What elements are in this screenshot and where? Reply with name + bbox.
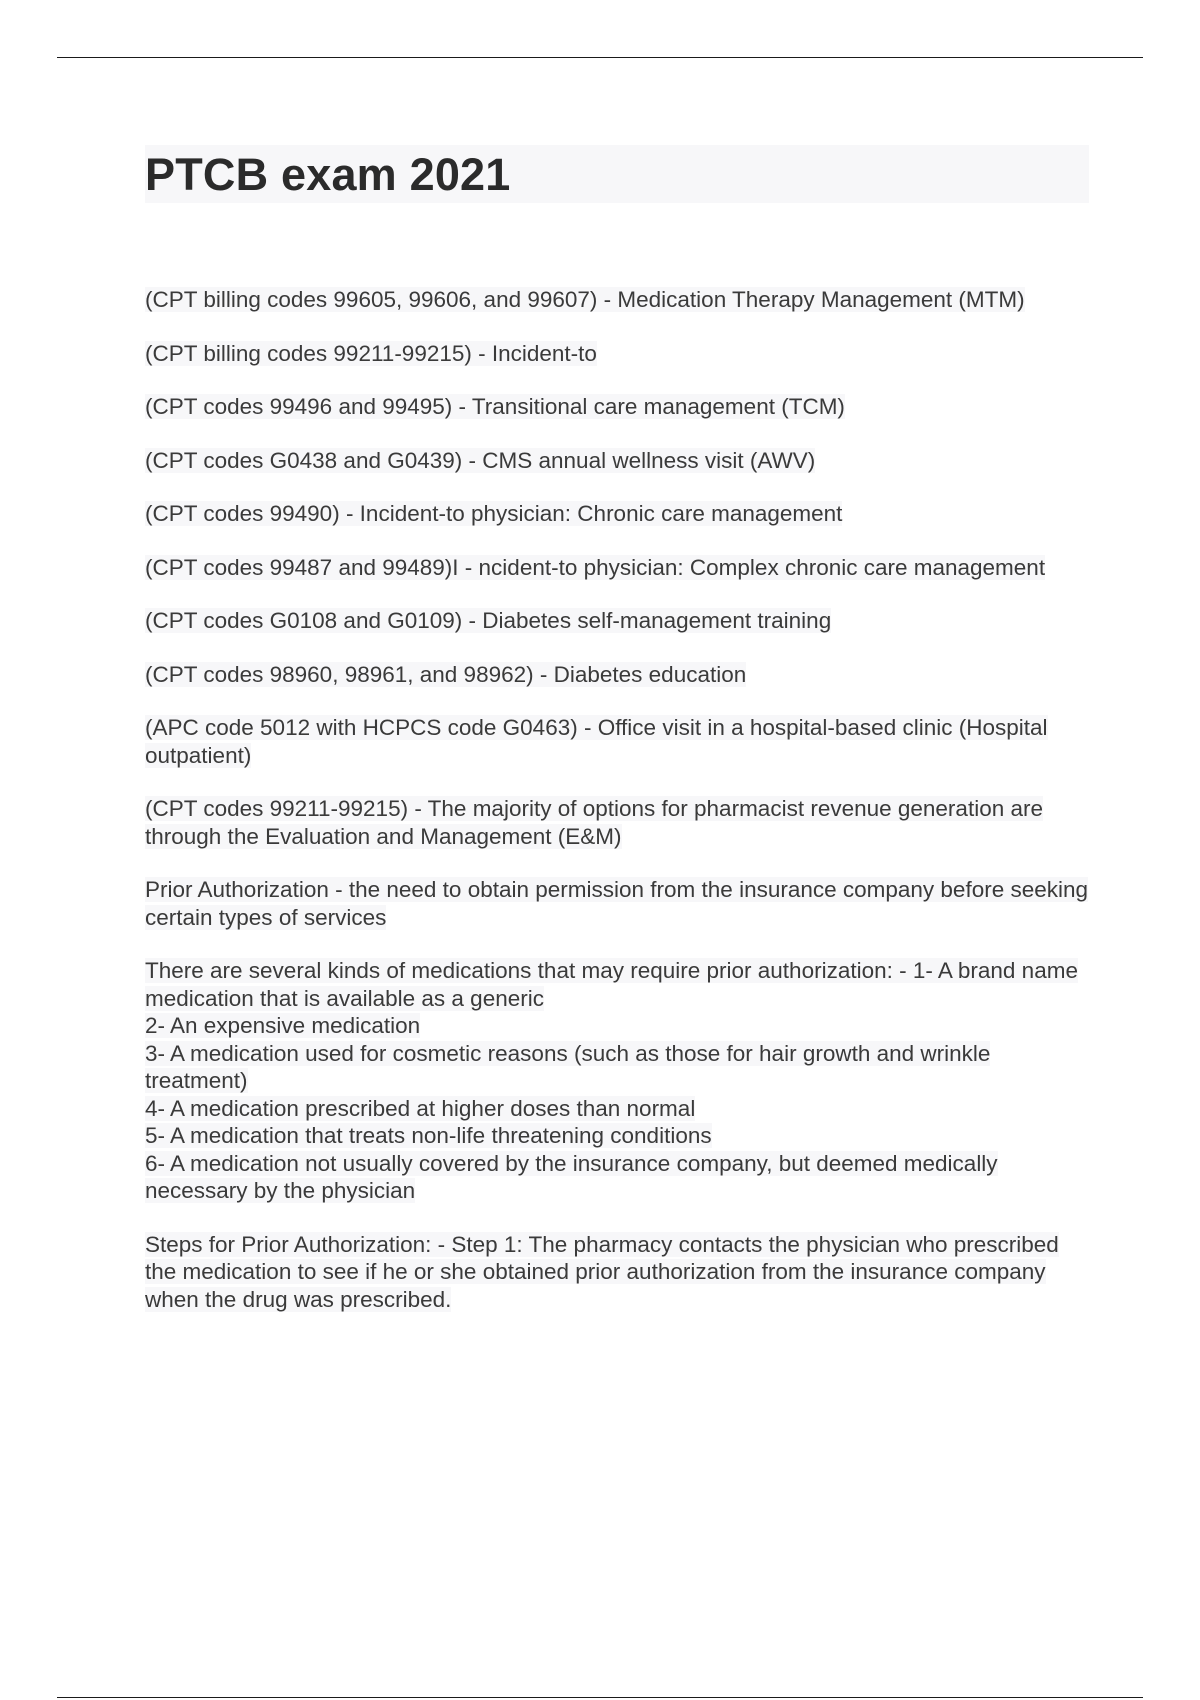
flashcard-list: [145, 286, 1089, 1313]
flashcard-entry: [145, 340, 1089, 368]
flashcard-text: (CPT codes G0108 and G0109) - Diabetes self-management training: [145, 608, 832, 633]
flashcard-text: (CPT codes 98960, 98961, and 98962) - Diabetes education: [145, 661, 747, 687]
footer-rule: [57, 1697, 1143, 1698]
flashcard-text: (CPT billing codes 99605, 99606, and 99607) - Medication Therapy Management (MTM): [145, 287, 1025, 312]
flashcard-entry: [145, 714, 1089, 769]
flashcard-entry: [145, 286, 1089, 314]
flashcard-text: (CPT codes 99487 and 99489)I - ncident-to physician: Complex chronic care management: [145, 554, 1046, 580]
flashcard-text: There are several kinds of medications that may require prior authorization: - 1- A brand name medication that is available as a generic 2- An expensive medication 3- A medication used for cosmetic reasons (such as those for hair growth and wrinkle treatment) 4- A medication prescribed at higher doses than normal 5- A medication that treats non-life threatening conditions 6- A medication not usually covered by the insurance company, but deemed medically necessary by the physician: [145, 958, 1078, 1203]
flashcard-entry: [145, 500, 1089, 528]
flashcard-text: Steps for Prior Authorization: - Step 1: The pharmacy contacts the physician who prescribed the medication to see if he or she obtained prior authorization from the insurance company when the drug was prescribed.: [145, 1231, 1059, 1312]
flashcard-entry: [145, 957, 1089, 1205]
title-band: [145, 145, 1089, 203]
document-body: [145, 145, 1089, 1339]
flashcard-text: (CPT codes 99496 and 99495) - Transitional care management (TCM): [145, 394, 845, 419]
flashcard-text: (CPT codes 99211-99215) - The majority of options for pharmacist revenue generation are through the Evaluation and Management (E&M): [145, 796, 1043, 849]
page-title: PTCB exam 2021: [145, 148, 511, 200]
flashcard-entry: [145, 795, 1089, 850]
flashcard-text: (CPT codes 99490) - Incident-to physician: Chronic care management: [145, 501, 843, 526]
flashcard-text: (APC code 5012 with HCPCS code G0463) - Office visit in a hospital-based clinic (Hospital outpatient): [145, 715, 1048, 768]
flashcard-entry: [145, 447, 1089, 475]
flashcard-text: Prior Authorization - the need to obtain permission from the insurance company before seeking certain types of services: [145, 877, 1089, 930]
flashcard-text: (CPT billing codes 99211-99215) - Incident-to: [145, 340, 597, 366]
flashcard-entry: [145, 876, 1089, 931]
flashcard-entry: [145, 607, 1089, 635]
flashcard-entry: [145, 554, 1089, 582]
flashcard-entry: [145, 393, 1089, 421]
flashcard-entry: [145, 1231, 1089, 1314]
flashcard-text: (CPT codes G0438 and G0439) - CMS annual wellness visit (AWV): [145, 447, 816, 473]
flashcard-entry: [145, 661, 1089, 689]
header-rule: [57, 57, 1143, 58]
